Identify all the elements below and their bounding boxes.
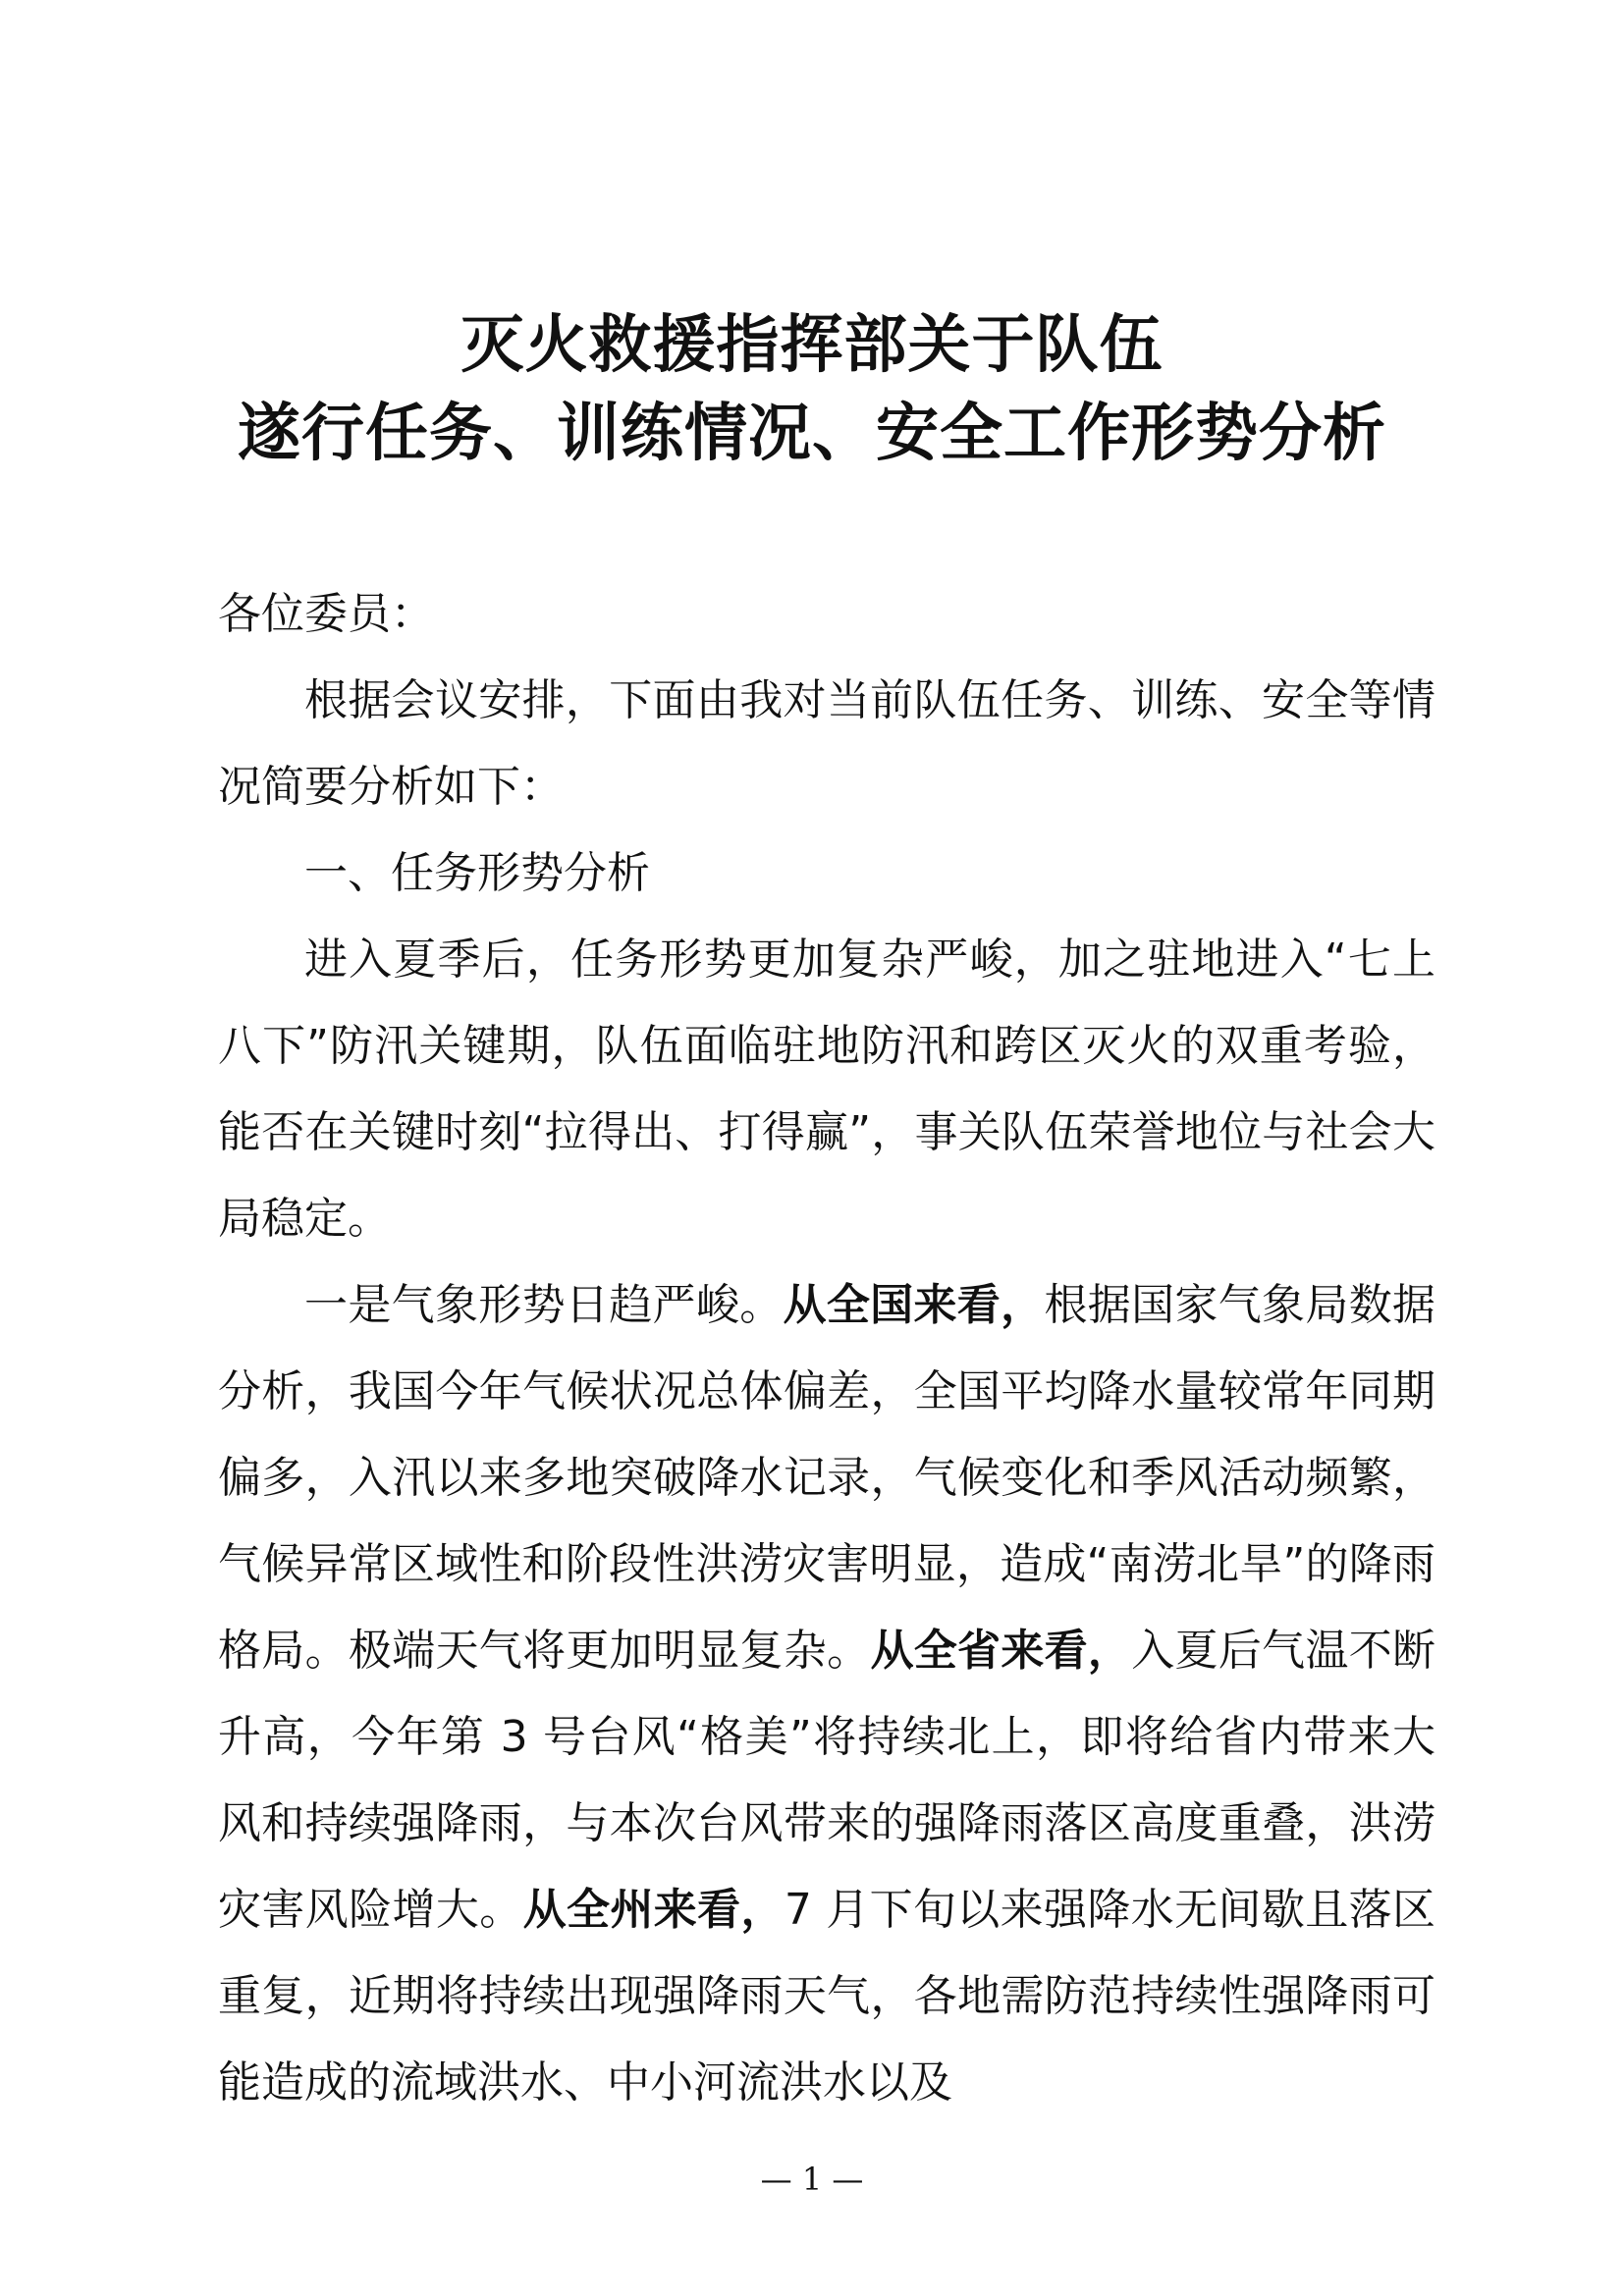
document-title-line-2: 遂行任务、训练情况、安全工作形势分析 [238,397,1386,470]
paragraph-weather-situation [218,1262,1435,2126]
paragraph-lead: 一是气象形势日趋严峻。 [304,1280,784,1330]
bold-national: 从全国来看， [783,1280,1045,1330]
intro-paragraph: 根据会议安排，下面由我对当前队伍任务、训练、安全等情况简要分析如下： [218,675,1435,812]
paragraph-task-situation: 进入夏季后，任务形势更加复杂严峻，加之驻地进入“七上八下”防汛关键期，队伍面临驻地防汛和跨区灭火的双重考验，能否在关键时刻“拉得出、打得赢”，事关队伍荣誉地位与社会大局稳定。 [218,934,1435,1244]
provincial-text: 入夏后气温不断升高，今年第 3 号台风“格美”将持续北上，即将给省内带来大风和持续强降雨，与本次台风带来的强降雨落区高度重叠，洪涝灾害风险增大。 [218,1626,1436,1935]
national-text: 根据国家气象局数据分析，我国今年气候状况总体偏差，全国平均降水量较常年同期偏多，入汛以来多地突破降水记录，气候变化和季风活动频繁，气候异常区域性和阶段性洪涝灾害明显，造成“南涝北旱”的降雨格局。极端天气将更加明显复杂。 [218,1280,1436,1676]
section-heading-1: 一、任务形势分析 [304,848,650,898]
page-number: — 1 — [760,2161,864,2198]
document-body [218,571,1435,2126]
prefecture-text: 7 月下旬以来强降水无间歇且落区重复，近期将持续出现强降雨天气，各地需防范持续性强降雨可能造成的流域洪水、中小河流洪水以及 [218,1885,1436,2108]
bold-prefecture: 从全州来看， [522,1885,785,1935]
salutation: 各位委员： [218,589,434,639]
document-title-line-1: 灭火救援指挥部关于队伍 [460,308,1164,382]
bold-provincial: 从全省来看， [870,1626,1132,1676]
